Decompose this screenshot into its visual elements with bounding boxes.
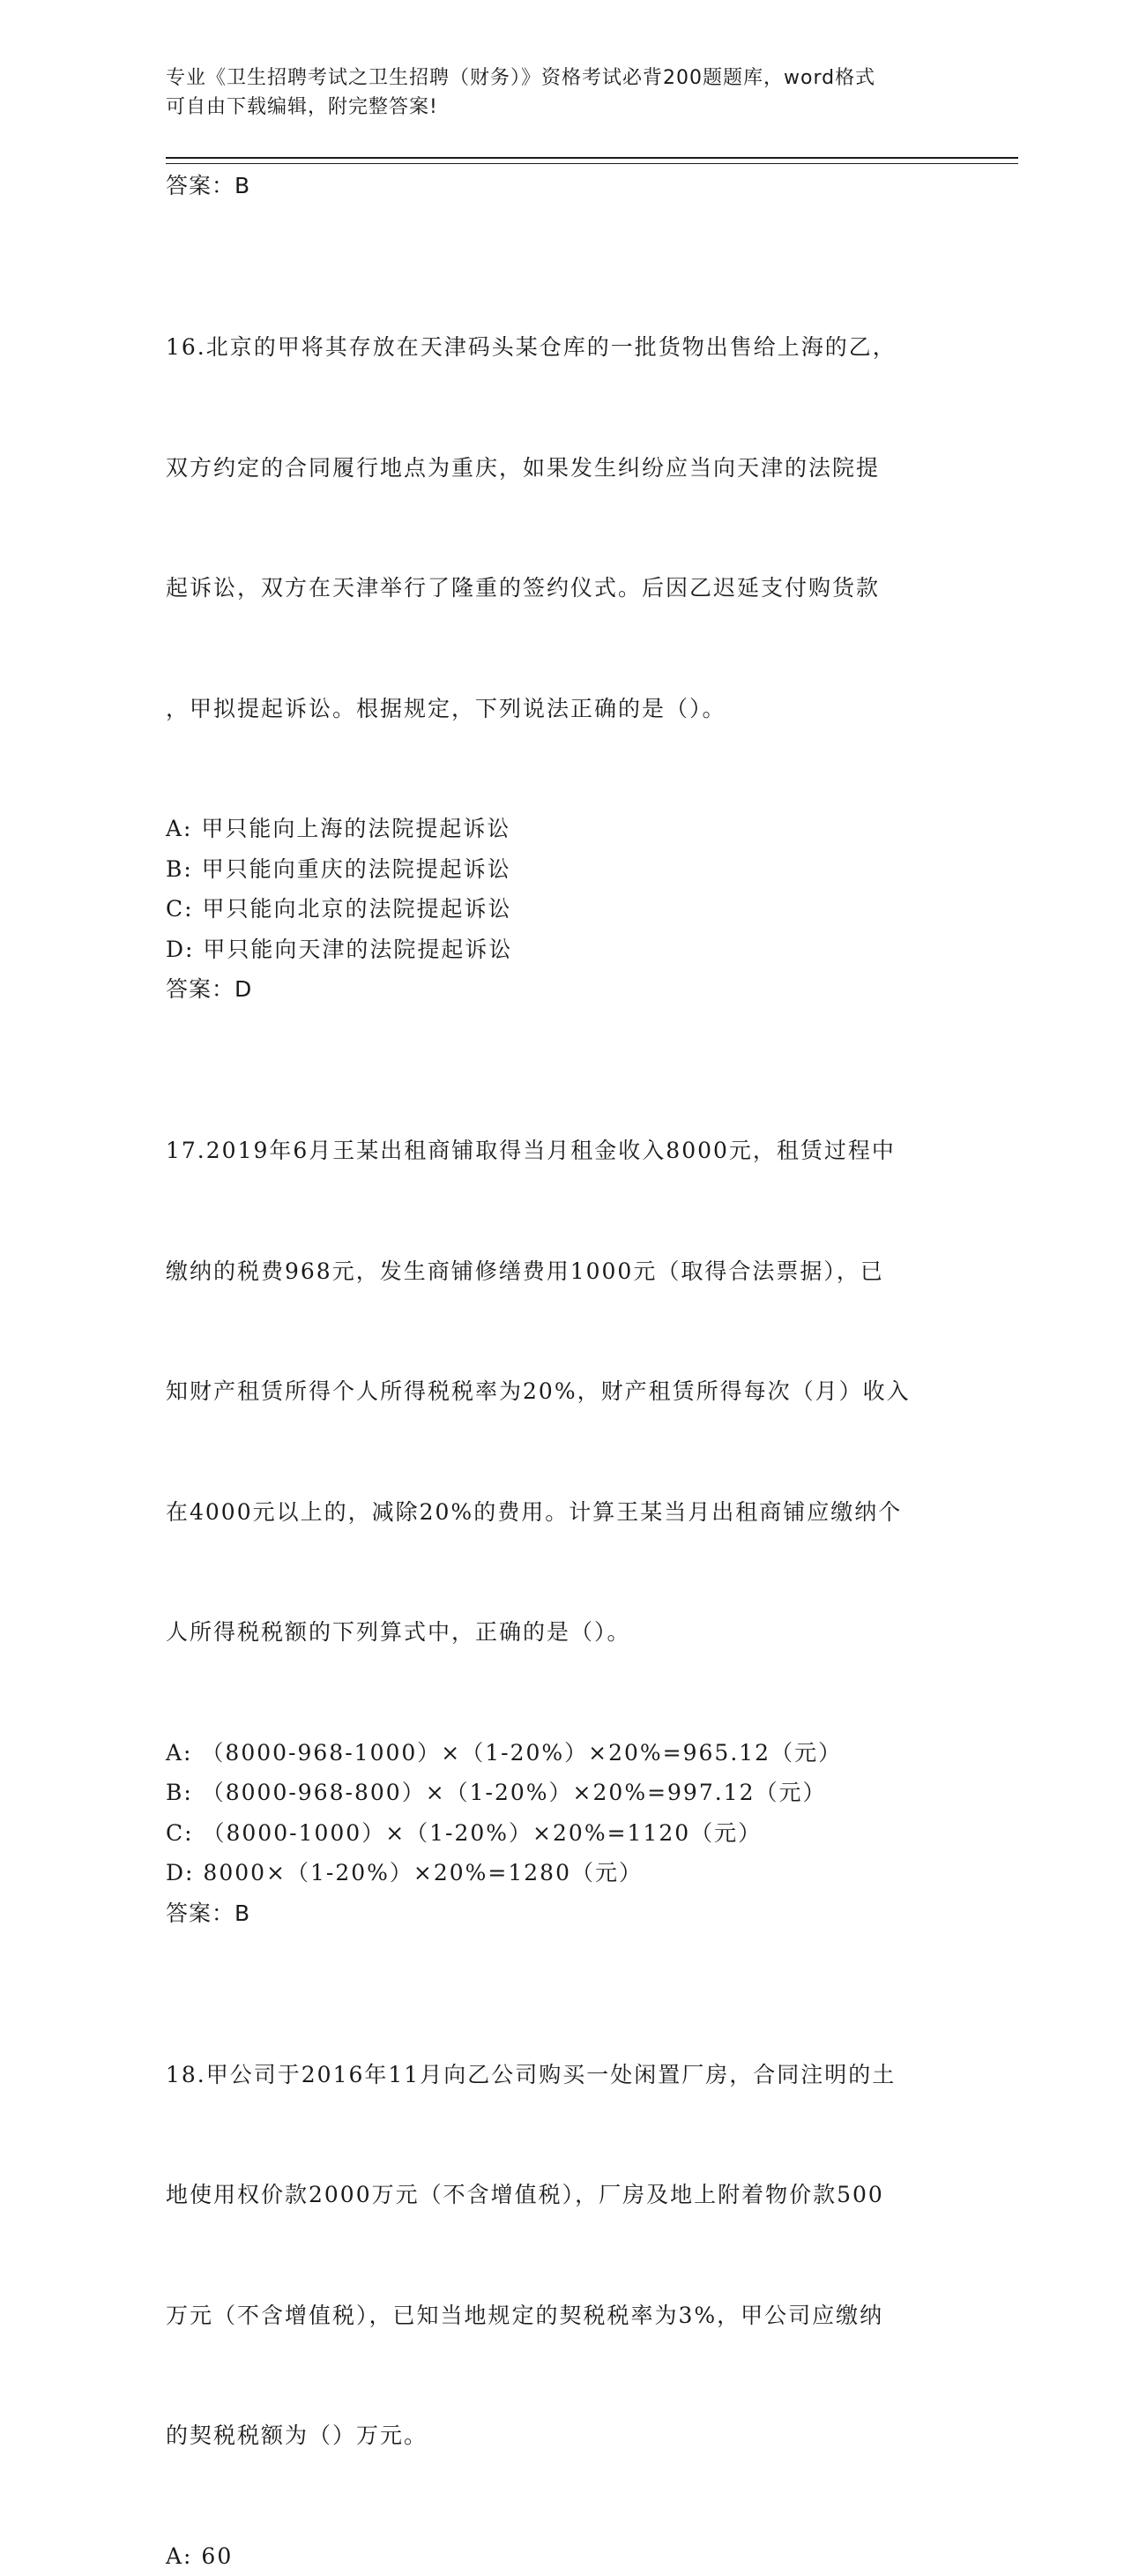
option-d: D: 8000×（1-20%）×20%=1280（元） xyxy=(166,1853,959,1893)
question-stem-line: 16.北京的甲将其存放在天津码头某仓库的一批货物出售给上海的乙， xyxy=(166,327,959,368)
answer-line: 答案：B xyxy=(166,166,959,206)
option-a: A: 甲只能向上海的法院提起诉讼 xyxy=(166,809,959,849)
question-stem-line: 18.甲公司于2016年11月向乙公司购买一处闲置厂房，合同注明的土 xyxy=(166,2055,959,2095)
question-stem xyxy=(166,1050,959,1733)
question-stem-line: 万元（不含增值税），已知当地规定的契税税率为3%，甲公司应缴纳 xyxy=(166,2296,959,2336)
page-header xyxy=(166,63,959,122)
question-stem-line: 17.2019年6月王某出租商铺取得当月租金收入8000元，租赁过程中 xyxy=(166,1131,959,1171)
question-stem-line: 在4000元以上的，减除20%的费用。计算王某当月出租商铺应缴纳个 xyxy=(166,1492,959,1533)
question-stem-line: 人所得税税额的下列算式中，正确的是（）。 xyxy=(166,1612,959,1653)
question-stem xyxy=(166,247,959,809)
option-a: A: （8000-968-1000）×（1-20%）×20%=965.12（元） xyxy=(166,1733,959,1773)
question-stem xyxy=(166,1975,959,2536)
question-block-17 xyxy=(166,1050,959,1934)
document-body xyxy=(166,166,959,2576)
header-title-line-2: 可自由下载编辑，附完整答案! xyxy=(166,93,959,122)
answer-line: 答案：B xyxy=(166,1893,959,1934)
option-a: A: 60 xyxy=(166,2536,959,2576)
option-b: B: 甲只能向重庆的法院提起诉讼 xyxy=(166,849,959,890)
question-stem-line: 地使用权价款2000万元（不含增值税），厂房及地上附着物价款500 xyxy=(166,2175,959,2215)
question-stem-line: 缴纳的税费968元，发生商铺修缮费用1000元（取得合法票据），已 xyxy=(166,1251,959,1292)
question-stem-line: 的契税税额为（）万元。 xyxy=(166,2415,959,2456)
header-title-line-1: 专业《卫生招聘考试之卫生招聘（财务）》资格考试必背200题题库，word格式 xyxy=(166,63,959,93)
spacer xyxy=(166,1010,959,1050)
header-divider xyxy=(166,157,1018,164)
question-stem-line: 双方约定的合同履行地点为重庆，如果发生纠纷应当向天津的法院提 xyxy=(166,448,959,489)
option-b: B: （8000-968-800）×（1-20%）×20%=997.12（元） xyxy=(166,1773,959,1813)
question-block-16 xyxy=(166,247,959,1010)
question-stem-line: 起诉讼，双方在天津举行了隆重的签约仪式。后因乙迟延支付购货款 xyxy=(166,568,959,609)
spacer xyxy=(166,206,959,247)
question-stem-line: 知财产租赁所得个人所得税税率为20%，财产租赁所得每次（月）收入 xyxy=(166,1371,959,1412)
question-stem-line: ，甲拟提起诉讼。根据规定，下列说法正确的是（）。 xyxy=(166,689,959,729)
answer-line: 答案：D xyxy=(166,969,959,1010)
option-d: D: 甲只能向天津的法院提起诉讼 xyxy=(166,930,959,970)
option-c: C: 甲只能向北京的法院提起诉讼 xyxy=(166,889,959,930)
question-block-18 xyxy=(166,1975,959,2576)
spacer xyxy=(166,1934,959,1975)
option-c: C: （8000-1000）×（1-20%）×20%=1120（元） xyxy=(166,1813,959,1854)
